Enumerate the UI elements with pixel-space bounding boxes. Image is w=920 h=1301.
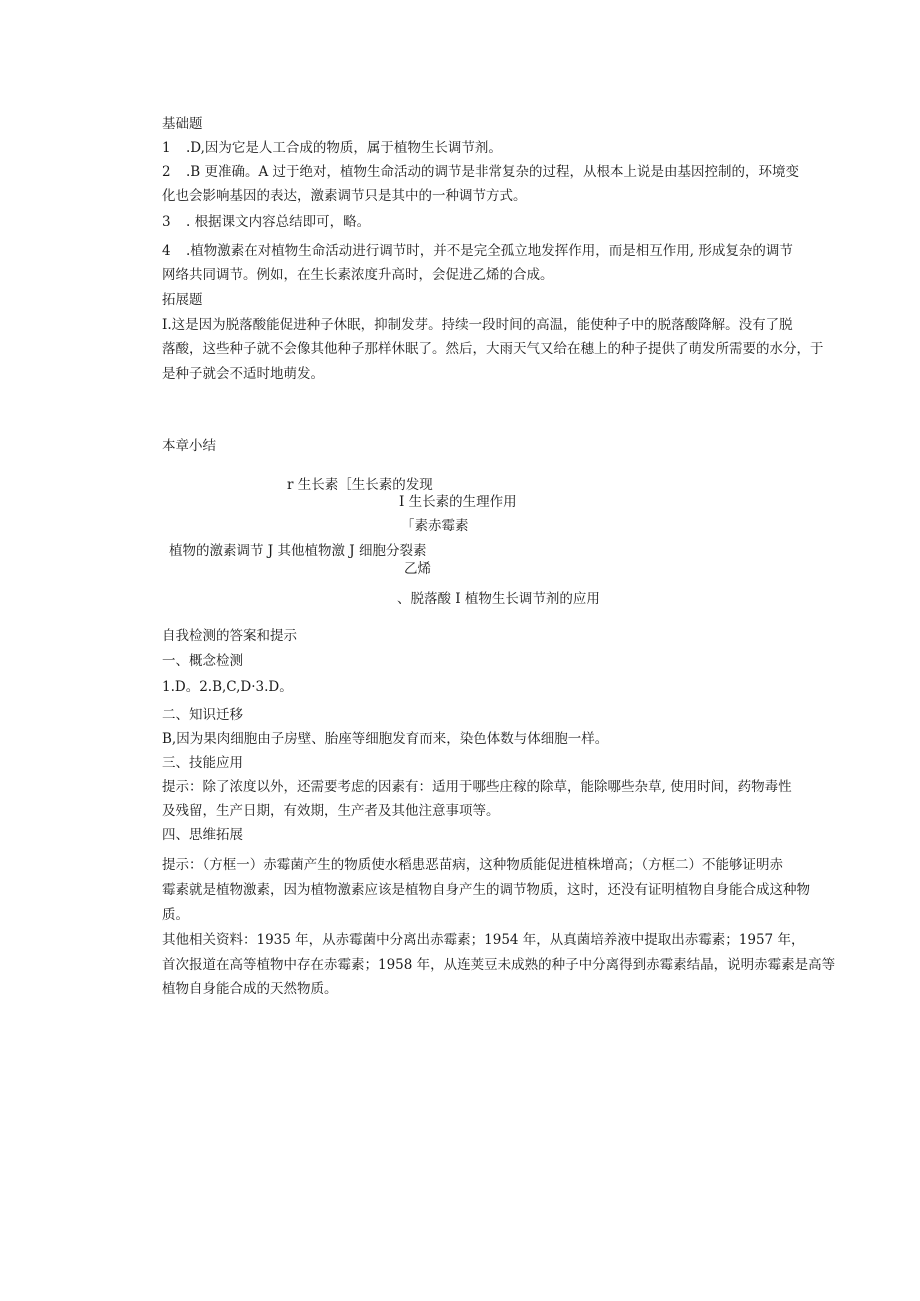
extension-line-3: 是种子就会不适时地萌发。: [162, 366, 324, 382]
q3-number: 3: [162, 214, 171, 230]
summary-row-3: 「素赤霉素: [401, 518, 469, 534]
basic-q2-line1: [162, 164, 799, 180]
q2-number: 2: [162, 164, 171, 180]
extension-line-2: 落酸，这些种子就不会像其他种子那样休眠了。然后，大雨天气又给在穗上的种子提供了萌发所需要的水分，于: [162, 341, 824, 357]
thinking-extension-line-3: 质。: [162, 907, 189, 923]
basic-q3: [162, 214, 370, 230]
basic-heading: 基础题: [162, 116, 203, 132]
basic-q1: [162, 140, 502, 156]
knowledge-transfer-heading: 二、知识迁移: [162, 707, 243, 723]
concept-check-answer: 1.D。2.B,C,D·3.D。: [162, 679, 293, 695]
extension-heading: 拓展题: [162, 292, 203, 308]
q4-text-1: .植物激素在对植物生命活动进行调节时，并不是完全孤立地发挥作用，而是相互作用, 形成复杂的调节: [186, 243, 793, 259]
other-info-line-3: 植物自身能合成的天然物质。: [162, 981, 338, 997]
skill-application-line-2: 及残留，生产日期，有效期，生产者及其他注意事项等。: [162, 803, 500, 819]
q4-number: 4: [162, 243, 171, 259]
q1-text: .D,因为它是人工合成的物质，属于植物生长调节剂。: [186, 140, 502, 156]
summary-row-5: 乙烯: [404, 561, 431, 577]
summary-row-6: 、脱落酸 I 植物生长调节剂的应用: [397, 591, 600, 607]
q3-text: . 根据课文内容总结即可，略。: [186, 214, 371, 230]
summary-heading: 本章小结: [162, 438, 216, 454]
summary-row-1: r 生长素［生长素的发现: [287, 477, 433, 493]
skill-application-heading: 三、技能应用: [162, 755, 243, 771]
thinking-extension-line-1: 提示：（方框一）赤霉菌产生的物质使水稻患恶苗病，这种物质能促进植株增高；（方框二）不能够证明赤: [162, 857, 783, 873]
q2-text-1: .B 更准确。A 过于绝对，植物生命活动的调节是非常复杂的过程，从根本上说是由基因控制的，环境变: [186, 164, 800, 180]
thinking-extension-line-2: 霉素就是植物激素，因为植物激素应该是植物自身产生的调节物质，这时，还没有证明植物自身能合成这种物: [162, 882, 810, 898]
selfcheck-heading: 自我检测的答案和提示: [162, 628, 297, 644]
basic-q4-line2: 网络共同调节。例如，在生长素浓度升高时，会促进乙烯的合成。: [162, 267, 554, 283]
q1-number: 1: [162, 140, 171, 156]
summary-row-4: 植物的激素调节 J 其他植物激 J 细胞分裂素: [169, 543, 427, 559]
other-info-line-1: 其他相关资料：1935 年，从赤霉菌中分离出赤霉素；1954 年，从真菌培养液中提取出赤霉素；1957 年，: [162, 932, 805, 948]
thinking-extension-heading: 四、思维拓展: [162, 827, 243, 843]
knowledge-transfer-answer: B,因为果肉细胞由子房壁、胎座等细胞发育而来，染色体数与体细胞一样。: [162, 731, 609, 747]
other-info-line-2: 首次报道在高等植物中存在赤霉素；1958 年，从连荚豆未成熟的种子中分离得到赤霉素结晶，说明赤霉素是高等: [162, 957, 836, 973]
skill-application-line-1: 提示：除了浓度以外，还需要考虑的因素有：适用于哪些庄稼的除草，能除哪些杂草, 使用时间，药物毒性: [162, 779, 792, 795]
summary-row-2: I 生长素的生理作用: [399, 494, 517, 510]
concept-check-heading: 一、概念检测: [162, 653, 243, 669]
basic-q4-line1: [162, 243, 793, 259]
extension-line-1: I.这是因为脱落酸能促进种子休眠，抑制发芽。持续一段时间的高温，能使种子中的脱落酸降解。没有了脱: [162, 317, 793, 333]
basic-q2-line2: 化也会影响基因的表达，激素调节只是其中的一种调节方式。: [162, 188, 527, 204]
